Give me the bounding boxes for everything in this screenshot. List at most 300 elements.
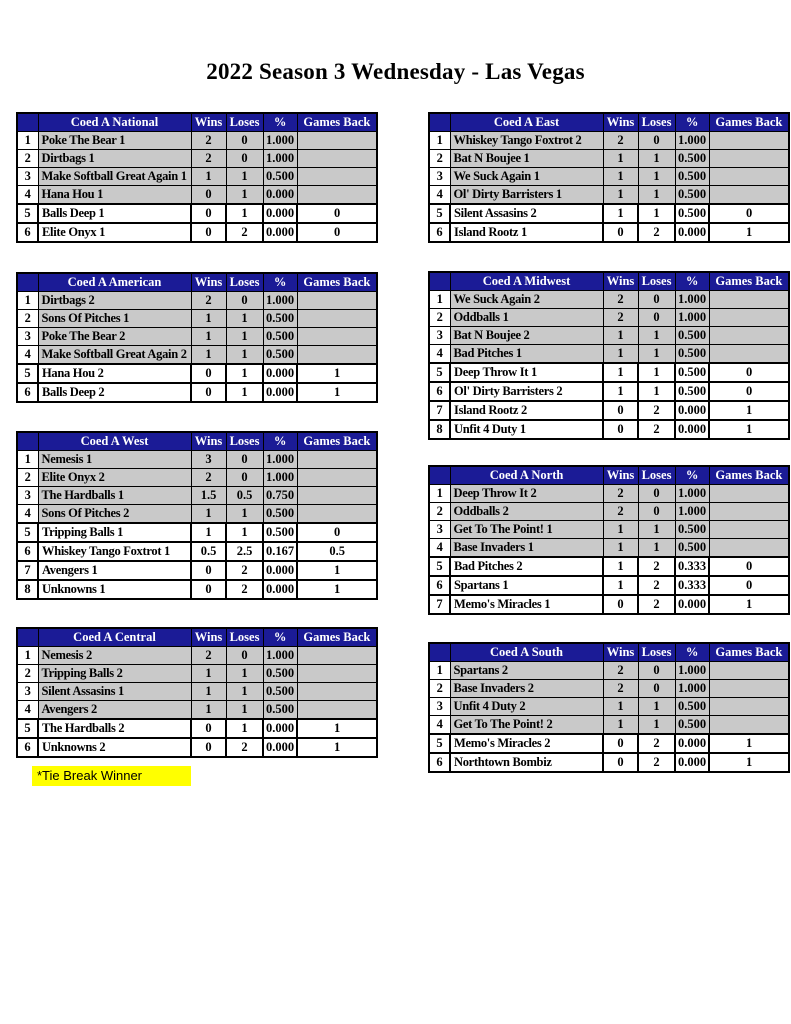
column-header-wins: Wins <box>603 272 638 291</box>
cell-wins: 2 <box>191 292 226 310</box>
table-row <box>17 647 377 665</box>
cell-wins: 2 <box>191 647 226 665</box>
cell-rank: 4 <box>17 505 38 524</box>
cell-pct: 0.167 <box>263 542 297 561</box>
rank-column-header <box>429 466 450 485</box>
cell-loses: 0 <box>226 150 263 168</box>
cell-gb <box>297 328 377 346</box>
column-header-pct: % <box>675 643 709 662</box>
table-header-row <box>429 466 789 485</box>
column-header-wins: Wins <box>603 113 638 132</box>
table-row <box>17 292 377 310</box>
cell-loses: 0.5 <box>226 487 263 505</box>
team-name-cell: Tripping Balls 1 <box>38 523 191 542</box>
cell-rank: 6 <box>429 223 450 242</box>
table-row <box>429 291 789 309</box>
table-row <box>17 451 377 469</box>
cell-wins: 1 <box>603 363 638 382</box>
team-name-cell: Bad Pitches 1 <box>450 345 603 364</box>
cell-gb: 0 <box>297 204 377 223</box>
team-name-cell: Avengers 2 <box>38 701 191 720</box>
cell-wins: 0 <box>191 364 226 383</box>
team-name-cell: Oddballs 2 <box>450 503 603 521</box>
cell-rank: 2 <box>429 150 450 168</box>
cell-pct: 0.500 <box>675 382 709 401</box>
cell-pct: 0.000 <box>263 719 297 738</box>
table-row <box>17 383 377 402</box>
cell-pct: 0.000 <box>675 401 709 420</box>
table-row <box>17 542 377 561</box>
cell-loses: 1 <box>226 328 263 346</box>
column-header-pct: % <box>263 113 297 132</box>
cell-wins: 1 <box>603 557 638 576</box>
cell-pct: 1.000 <box>263 647 297 665</box>
cell-pct: 0.500 <box>263 346 297 365</box>
team-name-cell: Memo's Miracles 1 <box>450 595 603 614</box>
team-name-cell: Ol' Dirty Barristers 2 <box>450 382 603 401</box>
cell-rank: 6 <box>429 753 450 772</box>
team-name-cell: Bad Pitches 2 <box>450 557 603 576</box>
cell-loses: 1 <box>638 539 675 558</box>
table-row <box>17 186 377 205</box>
team-name-cell: Island Rootz 2 <box>450 401 603 420</box>
cell-pct: 1.000 <box>263 469 297 487</box>
cell-pct: 0.500 <box>263 168 297 186</box>
cell-pct: 1.000 <box>675 503 709 521</box>
standings-table-north <box>428 465 790 615</box>
cell-loses: 1 <box>638 716 675 735</box>
rank-column-header <box>429 272 450 291</box>
column-header-loses: Loses <box>226 432 263 451</box>
cell-loses: 0 <box>638 485 675 503</box>
standings-table-national <box>16 112 378 243</box>
cell-rank: 2 <box>429 309 450 327</box>
cell-wins: 1 <box>603 716 638 735</box>
cell-wins: 0 <box>191 204 226 223</box>
table-row <box>429 345 789 364</box>
cell-pct: 0.500 <box>263 523 297 542</box>
team-name-cell: Poke The Bear 1 <box>38 132 191 150</box>
cell-pct: 0.000 <box>675 734 709 753</box>
cell-gb <box>709 503 789 521</box>
cell-pct: 0.500 <box>675 150 709 168</box>
table-row <box>17 310 377 328</box>
cell-loses: 0 <box>226 132 263 150</box>
team-name-cell: Ol' Dirty Barristers 1 <box>450 186 603 205</box>
division-title: Coed A West <box>38 432 191 451</box>
standings-table-central <box>16 627 378 758</box>
team-name-cell: Base Invaders 2 <box>450 680 603 698</box>
cell-wins: 1 <box>603 382 638 401</box>
cell-gb: 0 <box>709 576 789 595</box>
cell-pct: 0.000 <box>675 223 709 242</box>
cell-gb: 1 <box>297 580 377 599</box>
cell-rank: 2 <box>17 150 38 168</box>
column-header-games-back: Games Back <box>709 272 789 291</box>
cell-pct: 1.000 <box>675 485 709 503</box>
cell-wins: 1 <box>603 168 638 186</box>
cell-gb: 1 <box>297 738 377 757</box>
table-row <box>429 503 789 521</box>
table-row <box>17 487 377 505</box>
cell-gb: 1 <box>297 364 377 383</box>
cell-wins: 0 <box>191 719 226 738</box>
cell-pct: 1.000 <box>263 132 297 150</box>
cell-pct: 0.500 <box>675 168 709 186</box>
cell-rank: 1 <box>17 451 38 469</box>
cell-gb: 0 <box>297 223 377 242</box>
rank-column-header <box>17 628 38 647</box>
table-row <box>429 539 789 558</box>
team-name-cell: Spartans 2 <box>450 662 603 680</box>
table-row <box>429 382 789 401</box>
cell-wins: 1 <box>603 698 638 716</box>
table-row <box>17 738 377 757</box>
cell-gb <box>709 485 789 503</box>
cell-pct: 0.500 <box>675 716 709 735</box>
table-row <box>429 698 789 716</box>
cell-wins: 1 <box>191 310 226 328</box>
table-row <box>17 719 377 738</box>
cell-rank: 1 <box>429 662 450 680</box>
column-header-games-back: Games Back <box>297 432 377 451</box>
table-row <box>429 420 789 439</box>
column-header-pct: % <box>263 628 297 647</box>
team-name-cell: Deep Throw It 2 <box>450 485 603 503</box>
cell-rank: 1 <box>17 647 38 665</box>
column-header-loses: Loses <box>226 273 263 292</box>
table-row <box>429 186 789 205</box>
cell-wins: 1 <box>191 328 226 346</box>
team-name-cell: Bat N Boujee 2 <box>450 327 603 345</box>
cell-rank: 3 <box>429 327 450 345</box>
cell-pct: 1.000 <box>675 132 709 150</box>
table-row <box>429 309 789 327</box>
table-row <box>429 716 789 735</box>
cell-gb <box>709 150 789 168</box>
cell-loses: 1 <box>226 168 263 186</box>
team-name-cell: Whiskey Tango Foxtrot 1 <box>38 542 191 561</box>
cell-pct: 1.000 <box>675 680 709 698</box>
team-name-cell: Avengers 1 <box>38 561 191 580</box>
column-header-loses: Loses <box>638 272 675 291</box>
tie-break-note: *Tie Break Winner <box>32 766 191 786</box>
team-name-cell: Base Invaders 1 <box>450 539 603 558</box>
cell-rank: 5 <box>17 364 38 383</box>
division-title: Coed A American <box>38 273 191 292</box>
cell-pct: 0.500 <box>675 539 709 558</box>
cell-loses: 2 <box>226 561 263 580</box>
cell-gb <box>297 150 377 168</box>
cell-rank: 3 <box>17 487 38 505</box>
cell-wins: 0 <box>191 186 226 205</box>
table-row <box>17 523 377 542</box>
cell-rank: 5 <box>429 557 450 576</box>
cell-wins: 0 <box>191 580 226 599</box>
cell-wins: 1 <box>603 539 638 558</box>
cell-pct: 0.000 <box>263 561 297 580</box>
cell-rank: 4 <box>17 346 38 365</box>
cell-pct: 0.500 <box>263 328 297 346</box>
table-row <box>17 150 377 168</box>
cell-pct: 0.500 <box>675 186 709 205</box>
cell-wins: 0 <box>603 401 638 420</box>
table-row <box>429 327 789 345</box>
cell-pct: 0.000 <box>263 383 297 402</box>
cell-wins: 2 <box>603 309 638 327</box>
cell-gb <box>709 132 789 150</box>
table-row <box>17 580 377 599</box>
cell-loses: 2 <box>226 223 263 242</box>
cell-gb: 0 <box>709 363 789 382</box>
table-row <box>429 734 789 753</box>
team-name-cell: Make Softball Great Again 2 <box>38 346 191 365</box>
cell-wins: 0 <box>603 734 638 753</box>
team-name-cell: Get To The Point! 1 <box>450 521 603 539</box>
table-row <box>429 363 789 382</box>
cell-wins: 1 <box>603 576 638 595</box>
team-name-cell: Balls Deep 1 <box>38 204 191 223</box>
cell-pct: 0.500 <box>263 505 297 524</box>
table-row <box>429 557 789 576</box>
cell-gb <box>709 521 789 539</box>
cell-loses: 1 <box>226 665 263 683</box>
cell-gb <box>709 291 789 309</box>
cell-pct: 0.500 <box>675 204 709 223</box>
cell-loses: 1 <box>226 186 263 205</box>
cell-gb <box>297 487 377 505</box>
cell-pct: 0.000 <box>263 580 297 599</box>
cell-pct: 0.500 <box>263 683 297 701</box>
cell-rank: 6 <box>17 223 38 242</box>
cell-gb <box>297 505 377 524</box>
cell-rank: 6 <box>429 382 450 401</box>
standings-table-south <box>428 642 790 773</box>
cell-wins: 1 <box>191 683 226 701</box>
table-row <box>17 328 377 346</box>
cell-gb: 1 <box>709 420 789 439</box>
cell-pct: 1.000 <box>263 451 297 469</box>
table-header-row <box>429 643 789 662</box>
table-row <box>429 521 789 539</box>
team-name-cell: The Hardballs 2 <box>38 719 191 738</box>
table-row <box>429 595 789 614</box>
cell-gb: 0 <box>709 557 789 576</box>
column-header-loses: Loses <box>226 113 263 132</box>
cell-loses: 1 <box>638 327 675 345</box>
cell-wins: 0 <box>191 738 226 757</box>
team-name-cell: Dirtbags 1 <box>38 150 191 168</box>
team-name-cell: Memo's Miracles 2 <box>450 734 603 753</box>
standings-table-west <box>16 431 378 600</box>
team-name-cell: Poke The Bear 2 <box>38 328 191 346</box>
cell-rank: 4 <box>429 539 450 558</box>
cell-rank: 2 <box>429 680 450 698</box>
column-header-wins: Wins <box>191 113 226 132</box>
rank-column-header <box>17 113 38 132</box>
cell-gb <box>297 168 377 186</box>
column-header-wins: Wins <box>191 432 226 451</box>
rank-column-header <box>17 432 38 451</box>
cell-rank: 7 <box>17 561 38 580</box>
cell-pct: 0.500 <box>675 521 709 539</box>
division-title: Coed A Midwest <box>450 272 603 291</box>
table-header-row <box>17 113 377 132</box>
rank-column-header <box>17 273 38 292</box>
cell-rank: 6 <box>429 576 450 595</box>
cell-wins: 2 <box>603 291 638 309</box>
team-name-cell: Unknowns 1 <box>38 580 191 599</box>
cell-wins: 0.5 <box>191 542 226 561</box>
division-title: Coed A South <box>450 643 603 662</box>
team-name-cell: Nemesis 1 <box>38 451 191 469</box>
standings-table-midwest <box>428 271 790 440</box>
table-row <box>17 132 377 150</box>
team-name-cell: Elite Onyx 1 <box>38 223 191 242</box>
cell-gb <box>297 132 377 150</box>
cell-gb: 1 <box>709 401 789 420</box>
cell-gb: 0 <box>709 382 789 401</box>
cell-gb: 0 <box>297 523 377 542</box>
cell-gb <box>297 665 377 683</box>
cell-rank: 1 <box>429 291 450 309</box>
cell-wins: 1 <box>603 186 638 205</box>
column-header-loses: Loses <box>226 628 263 647</box>
cell-loses: 1 <box>226 683 263 701</box>
cell-gb: 1 <box>709 223 789 242</box>
cell-pct: 0.333 <box>675 576 709 595</box>
cell-rank: 1 <box>17 292 38 310</box>
column-header-games-back: Games Back <box>709 643 789 662</box>
cell-gb <box>709 186 789 205</box>
cell-gb <box>297 346 377 365</box>
column-header-loses: Loses <box>638 113 675 132</box>
team-name-cell: Dirtbags 2 <box>38 292 191 310</box>
table-row <box>17 505 377 524</box>
cell-rank: 4 <box>429 345 450 364</box>
cell-wins: 0 <box>603 595 638 614</box>
cell-gb <box>297 469 377 487</box>
table-header-row <box>17 432 377 451</box>
team-name-cell: We Suck Again 1 <box>450 168 603 186</box>
cell-pct: 0.500 <box>675 363 709 382</box>
cell-wins: 1 <box>603 150 638 168</box>
table-row <box>429 485 789 503</box>
rank-column-header <box>429 113 450 132</box>
cell-gb <box>297 310 377 328</box>
table-row <box>429 150 789 168</box>
cell-loses: 0 <box>638 680 675 698</box>
cell-rank: 6 <box>17 383 38 402</box>
cell-loses: 2 <box>638 576 675 595</box>
table-row <box>429 223 789 242</box>
cell-wins: 1 <box>191 168 226 186</box>
cell-loses: 1 <box>638 168 675 186</box>
cell-loses: 1 <box>226 364 263 383</box>
cell-loses: 0 <box>638 291 675 309</box>
cell-gb <box>297 683 377 701</box>
cell-rank: 3 <box>17 683 38 701</box>
table-row <box>17 665 377 683</box>
cell-loses: 1 <box>638 382 675 401</box>
team-name-cell: Spartans 1 <box>450 576 603 595</box>
cell-pct: 0.750 <box>263 487 297 505</box>
cell-pct: 1.000 <box>675 291 709 309</box>
table-row <box>429 662 789 680</box>
division-title: Coed A Central <box>38 628 191 647</box>
column-header-wins: Wins <box>603 466 638 485</box>
cell-gb: 1 <box>297 383 377 402</box>
team-name-cell: Unfit 4 Duty 1 <box>450 420 603 439</box>
cell-loses: 2 <box>226 738 263 757</box>
cell-loses: 1 <box>638 698 675 716</box>
cell-rank: 8 <box>17 580 38 599</box>
cell-rank: 3 <box>17 328 38 346</box>
cell-pct: 0.000 <box>263 738 297 757</box>
column-header-games-back: Games Back <box>709 113 789 132</box>
cell-rank: 6 <box>17 542 38 561</box>
cell-loses: 0 <box>638 662 675 680</box>
cell-loses: 2 <box>638 223 675 242</box>
team-name-cell: Tripping Balls 2 <box>38 665 191 683</box>
cell-pct: 0.000 <box>263 186 297 205</box>
division-title: Coed A North <box>450 466 603 485</box>
cell-gb <box>709 662 789 680</box>
column-header-games-back: Games Back <box>297 113 377 132</box>
table-row <box>17 346 377 365</box>
table-row <box>17 204 377 223</box>
table-row <box>17 701 377 720</box>
team-name-cell: Hana Hou 1 <box>38 186 191 205</box>
cell-rank: 7 <box>429 595 450 614</box>
cell-rank: 5 <box>429 363 450 382</box>
cell-loses: 1 <box>638 150 675 168</box>
cell-pct: 0.000 <box>263 223 297 242</box>
column-header-loses: Loses <box>638 466 675 485</box>
table-row <box>429 401 789 420</box>
cell-gb <box>709 168 789 186</box>
cell-rank: 6 <box>17 738 38 757</box>
cell-pct: 1.000 <box>263 292 297 310</box>
cell-loses: 0 <box>638 503 675 521</box>
team-name-cell: Island Rootz 1 <box>450 223 603 242</box>
table-header-row <box>429 113 789 132</box>
cell-pct: 0.000 <box>675 753 709 772</box>
table-row <box>429 168 789 186</box>
team-name-cell: Northtown Bombiz <box>450 753 603 772</box>
cell-gb <box>297 647 377 665</box>
column-header-pct: % <box>675 113 709 132</box>
cell-loses: 0 <box>638 132 675 150</box>
cell-gb: 1 <box>709 753 789 772</box>
column-header-wins: Wins <box>191 273 226 292</box>
column-header-pct: % <box>263 432 297 451</box>
team-name-cell: Deep Throw It 1 <box>450 363 603 382</box>
cell-wins: 0 <box>603 420 638 439</box>
cell-wins: 1 <box>191 665 226 683</box>
cell-pct: 0.500 <box>675 698 709 716</box>
cell-wins: 1 <box>191 505 226 524</box>
cell-pct: 0.500 <box>675 327 709 345</box>
table-row <box>429 753 789 772</box>
cell-wins: 2 <box>603 662 638 680</box>
cell-wins: 1 <box>191 346 226 365</box>
cell-gb: 0.5 <box>297 542 377 561</box>
team-name-cell: Nemesis 2 <box>38 647 191 665</box>
cell-gb <box>709 716 789 735</box>
team-name-cell: Elite Onyx 2 <box>38 469 191 487</box>
cell-gb: 1 <box>709 734 789 753</box>
